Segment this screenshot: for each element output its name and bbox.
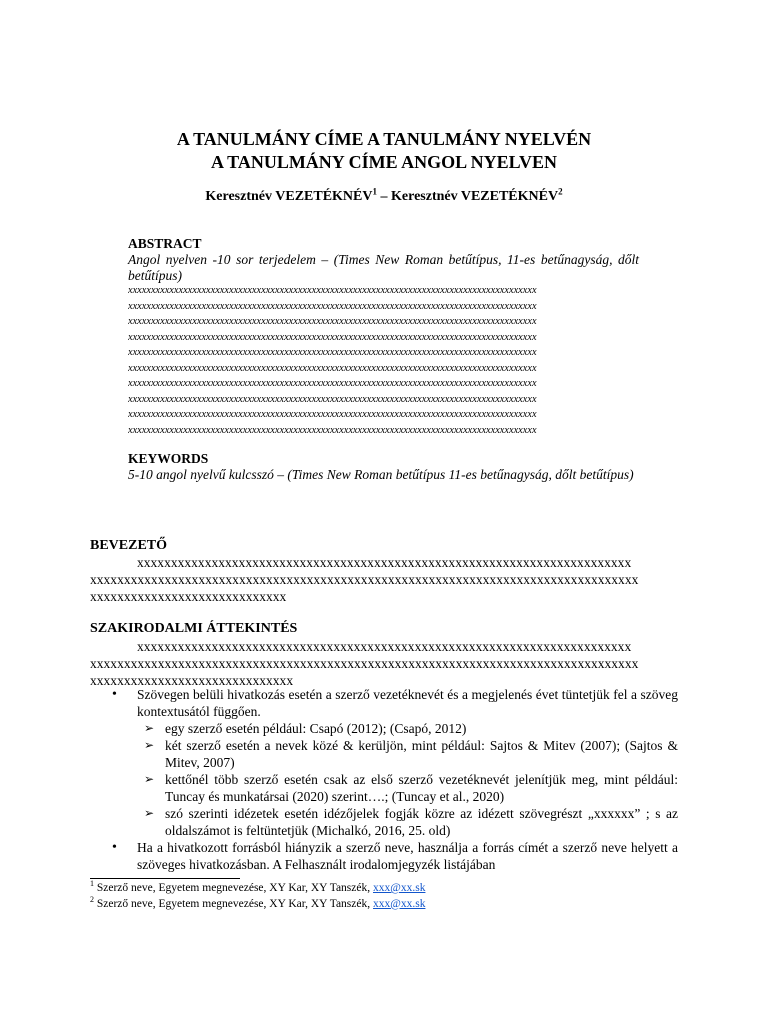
- footnote-email-link[interactable]: xxx@xx.sk: [373, 882, 426, 894]
- literature-paragraph: [90, 638, 678, 689]
- author-1-footnote-mark: 1: [372, 186, 377, 197]
- list-item: [90, 805, 678, 839]
- footnote-1: [90, 881, 425, 897]
- arrow-bullet-icon: ➢: [144, 738, 155, 752]
- keywords-heading: KEYWORDS: [128, 451, 209, 466]
- abstract-body: [128, 283, 639, 438]
- arrow-bullet-icon: ➢: [144, 721, 155, 735]
- abstract-section: [128, 236, 639, 438]
- bullet-icon: •: [112, 687, 117, 702]
- abstract-line: xxxxxxxxxxxxxxxxxxxxxxxxxxxxxxxxxxxxxxxxxxxxxxxxxxxxxxxxxxxxxxxxxxxxxxxxxxxxxxxxxxxxxxxxx: [128, 393, 537, 405]
- abstract-heading: ABSTRACT: [128, 236, 202, 251]
- footnote-text: Szerző neve, Egyetem megnevezése, XY Kar, XY Tanszék,: [94, 882, 373, 894]
- citation-rules-list: [90, 686, 678, 873]
- intro-heading: BEVEZETŐ: [90, 538, 168, 553]
- author-1-name: Keresztnév VEZETÉKNÉV: [205, 189, 373, 204]
- footnote-email-link[interactable]: xxx@xx.sk: [373, 897, 426, 910]
- author-line: [90, 188, 678, 206]
- keywords-text: 5-10 angol nyelvű kulcsszó – (Times New Roman betűtípus 11-es betűnagyság, dőlt betűtípus): [128, 467, 634, 482]
- literature-line-2: xxxxxxxxxxxxxxxxxxxxxxxxxxxxxxxxxxxxxxxxxxxxxxxxxxxxxxxxxxxxxxxxxxxxxxxxxxxxxxxxx: [90, 656, 639, 671]
- keywords-section: [128, 451, 639, 483]
- intro-line-1: xxxxxxxxxxxxxxxxxxxxxxxxxxxxxxxxxxxxxxxxxxxxxxxxxxxxxxxxxxxxxxxxxxxxxxxxx: [137, 555, 632, 570]
- list-item-text: két szerző esetén a nevek közé & kerüljön, mint például: Sajtos & Mitev (2007); (Sajtos & Mitev, 2007): [165, 738, 678, 770]
- footnote-2: [90, 894, 426, 913]
- footnotes: [90, 881, 425, 912]
- list-item: [90, 686, 678, 720]
- abstract-line: xxxxxxxxxxxxxxxxxxxxxxxxxxxxxxxxxxxxxxxxxxxxxxxxxxxxxxxxxxxxxxxxxxxxxxxxxxxxxxxxxxxxxxxxx: [128, 424, 537, 436]
- author-2-name: Keresztnév VEZETÉKNÉV: [391, 189, 559, 204]
- list-item-text: Ha a hivatkozott forrásból hiányzik a szerző neve, használja a forrás címét a szerző neve helyett a szöveges hivatkozásban. A Felhasznált irodalomjegyzék listájában: [137, 840, 678, 872]
- footnote-text: Szerző neve, Egyetem megnevezése, XY Kar, XY Tanszék,: [94, 897, 373, 910]
- title-line-2: A TANULMÁNY CÍME ANGOL NYELVEN: [210, 152, 558, 172]
- list-item-text: kettőnél több szerző esetén csak az első szerző vezetéknevét jelenítjük meg, mint például: Tuncay és munkatársai (2020) szerint….; (Tuncay et al., 2020): [165, 772, 678, 804]
- abstract-line: xxxxxxxxxxxxxxxxxxxxxxxxxxxxxxxxxxxxxxxxxxxxxxxxxxxxxxxxxxxxxxxxxxxxxxxxxxxxxxxxxxxxxxxxx: [128, 316, 537, 327]
- bullet-icon: •: [112, 840, 117, 855]
- literature-heading: SZAKIRODALMI ÁTTEKINTÉS: [90, 621, 298, 636]
- abstract-line: xxxxxxxxxxxxxxxxxxxxxxxxxxxxxxxxxxxxxxxxxxxxxxxxxxxxxxxxxxxxxxxxxxxxxxxxxxxxxxxxxxxxxxxxx: [128, 362, 537, 374]
- literature-line-1: xxxxxxxxxxxxxxxxxxxxxxxxxxxxxxxxxxxxxxxxxxxxxxxxxxxxxxxxxxxxxxxxxxxxxxxxx: [137, 639, 632, 654]
- intro-paragraph: [90, 554, 678, 605]
- intro-line-3: xxxxxxxxxxxxxxxxxxxxxxxxxxxxx: [90, 589, 287, 604]
- list-item: [90, 839, 678, 873]
- title-line-1: A TANULMÁNY CÍME A TANULMÁNY NYELVÉN: [176, 129, 592, 149]
- abstract-line: xxxxxxxxxxxxxxxxxxxxxxxxxxxxxxxxxxxxxxxxxxxxxxxxxxxxxxxxxxxxxxxxxxxxxxxxxxxxxxxxxxxxxxxxx: [128, 378, 537, 389]
- author-2-footnote-mark: 2: [558, 186, 563, 197]
- list-item-text: szó szerinti idézetek esetén idézőjelek fogják közre az idézett szövegrészt „xxxxxx” ; s az oldalszámot is feltüntetjük (Michalkó, 2016, 25. old): [165, 806, 678, 838]
- arrow-bullet-icon: ➢: [144, 772, 155, 786]
- footnote-separator: [90, 878, 240, 879]
- arrow-bullet-icon: ➢: [144, 806, 155, 820]
- list-item-text: egy szerző esetén például: Csapó (2012); (Csapó, 2012): [165, 721, 467, 736]
- literature-line-3: xxxxxxxxxxxxxxxxxxxxxxxxxxxxxx: [90, 673, 294, 688]
- abstract-line: xxxxxxxxxxxxxxxxxxxxxxxxxxxxxxxxxxxxxxxxxxxxxxxxxxxxxxxxxxxxxxxxxxxxxxxxxxxxxxxxxxxxxxxxx: [128, 285, 537, 296]
- intro-line-2: xxxxxxxxxxxxxxxxxxxxxxxxxxxxxxxxxxxxxxxxxxxxxxxxxxxxxxxxxxxxxxxxxxxxxxxxxxxxxxxxx: [90, 572, 639, 587]
- abstract-line: xxxxxxxxxxxxxxxxxxxxxxxxxxxxxxxxxxxxxxxxxxxxxxxxxxxxxxxxxxxxxxxxxxxxxxxxxxxxxxxxxxxxxxxxx: [128, 409, 537, 420]
- footnote-mark: 2: [90, 894, 94, 904]
- abstract-line: xxxxxxxxxxxxxxxxxxxxxxxxxxxxxxxxxxxxxxxxxxxxxxxxxxxxxxxxxxxxxxxxxxxxxxxxxxxxxxxxxxxxxxxxx: [128, 331, 537, 343]
- abstract-line: xxxxxxxxxxxxxxxxxxxxxxxxxxxxxxxxxxxxxxxxxxxxxxxxxxxxxxxxxxxxxxxxxxxxxxxxxxxxxxxxxxxxxxxxx: [128, 347, 537, 358]
- author-separator: –: [377, 189, 391, 204]
- paper-title: [90, 128, 678, 174]
- list-item: [90, 737, 678, 771]
- abstract-line: xxxxxxxxxxxxxxxxxxxxxxxxxxxxxxxxxxxxxxxxxxxxxxxxxxxxxxxxxxxxxxxxxxxxxxxxxxxxxxxxxxxxxxxxx: [128, 300, 537, 312]
- abstract-instruction: Angol nyelven -10 sor terjedelem – (Times New Roman betűtípus, 11-es betűnagyság, dőlt betűtípus): [128, 252, 639, 283]
- list-item: [90, 771, 678, 805]
- list-item-text: Szövegen belüli hivatkozás esetén a szerző vezetéknevét és a megjelenés évet tüntetjük fel a szöveg kontextusától függően.: [137, 687, 678, 719]
- list-item: [90, 720, 678, 737]
- footnote-mark: 1: [90, 879, 94, 889]
